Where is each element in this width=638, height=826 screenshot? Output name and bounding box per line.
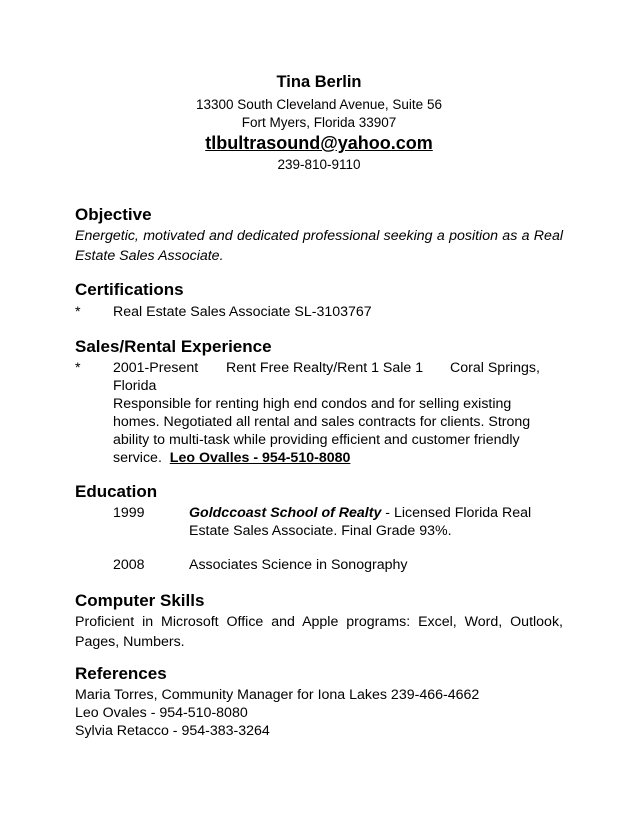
experience-line-2: homes. Negotiated all rental and sales contracts for clients. Strong xyxy=(113,414,531,430)
education-year-2: 2008 xyxy=(113,557,145,573)
experience-location: Coral Springs, xyxy=(450,360,540,376)
address-line-1: 13300 South Cleveland Avenue, Suite 56 xyxy=(196,97,442,112)
skills-heading: Computer Skills xyxy=(75,591,205,610)
experience-dates: 2001-Present xyxy=(113,360,199,376)
education-detail-2: Associates Science in Sonography xyxy=(189,557,408,573)
reference-item: Leo Ovales - 954-510-8080 xyxy=(75,705,248,721)
certification-item: Real Estate Sales Associate SL-3103767 xyxy=(113,304,372,320)
experience-line-4-prefix: service. xyxy=(113,450,162,466)
reference-item: Maria Torres, Community Manager for Iona Lakes 239-466-4662 xyxy=(75,687,480,703)
experience-company: Rent Free Realty/Rent 1 Sale 1 xyxy=(226,360,424,376)
objective-heading: Objective xyxy=(75,205,152,224)
references-heading: References xyxy=(75,664,167,683)
email-link[interactable]: tlbultrasound@yahoo.com xyxy=(205,133,433,153)
experience-heading: Sales/Rental Experience xyxy=(75,337,272,356)
experience-line-1: Responsible for renting high end condos and for selling existing xyxy=(113,396,512,412)
objective-text: Energetic, motivated and dedicated professional seeking a position as a Real Estate Sales Associate. xyxy=(75,228,563,264)
candidate-name: Tina Berlin xyxy=(276,73,362,91)
experience-line-3: ability to multi-task while providing efficient and customer friendly xyxy=(113,432,520,448)
experience-bullet: * xyxy=(75,360,81,376)
education-school: Goldccoast School of Realty xyxy=(189,505,382,521)
education-detail-1b: Estate Sales Associate. Final Grade 93%. xyxy=(189,523,452,539)
education-entry-1 xyxy=(189,504,531,522)
education-detail-1: - Licensed Florida Real xyxy=(381,505,532,521)
experience-location-state: Florida xyxy=(113,378,157,394)
experience-line-4 xyxy=(113,449,350,467)
experience-reference: Leo Ovalles - 954-510-8080 xyxy=(169,450,351,466)
skills-text: Proficient in Microsoft Office and Apple programs: Excel, Word, Outlook, Pages, Numbers. xyxy=(75,614,563,650)
address-line-2: Fort Myers, Florida 33907 xyxy=(241,115,397,130)
education-heading: Education xyxy=(75,482,158,501)
education-year-1: 1999 xyxy=(113,505,145,521)
phone-number: 239-810-9110 xyxy=(277,157,361,172)
certifications-heading: Certifications xyxy=(75,280,184,299)
certification-bullet: * xyxy=(75,304,81,320)
reference-item: Sylvia Retacco - 954-383-3264 xyxy=(75,723,270,739)
